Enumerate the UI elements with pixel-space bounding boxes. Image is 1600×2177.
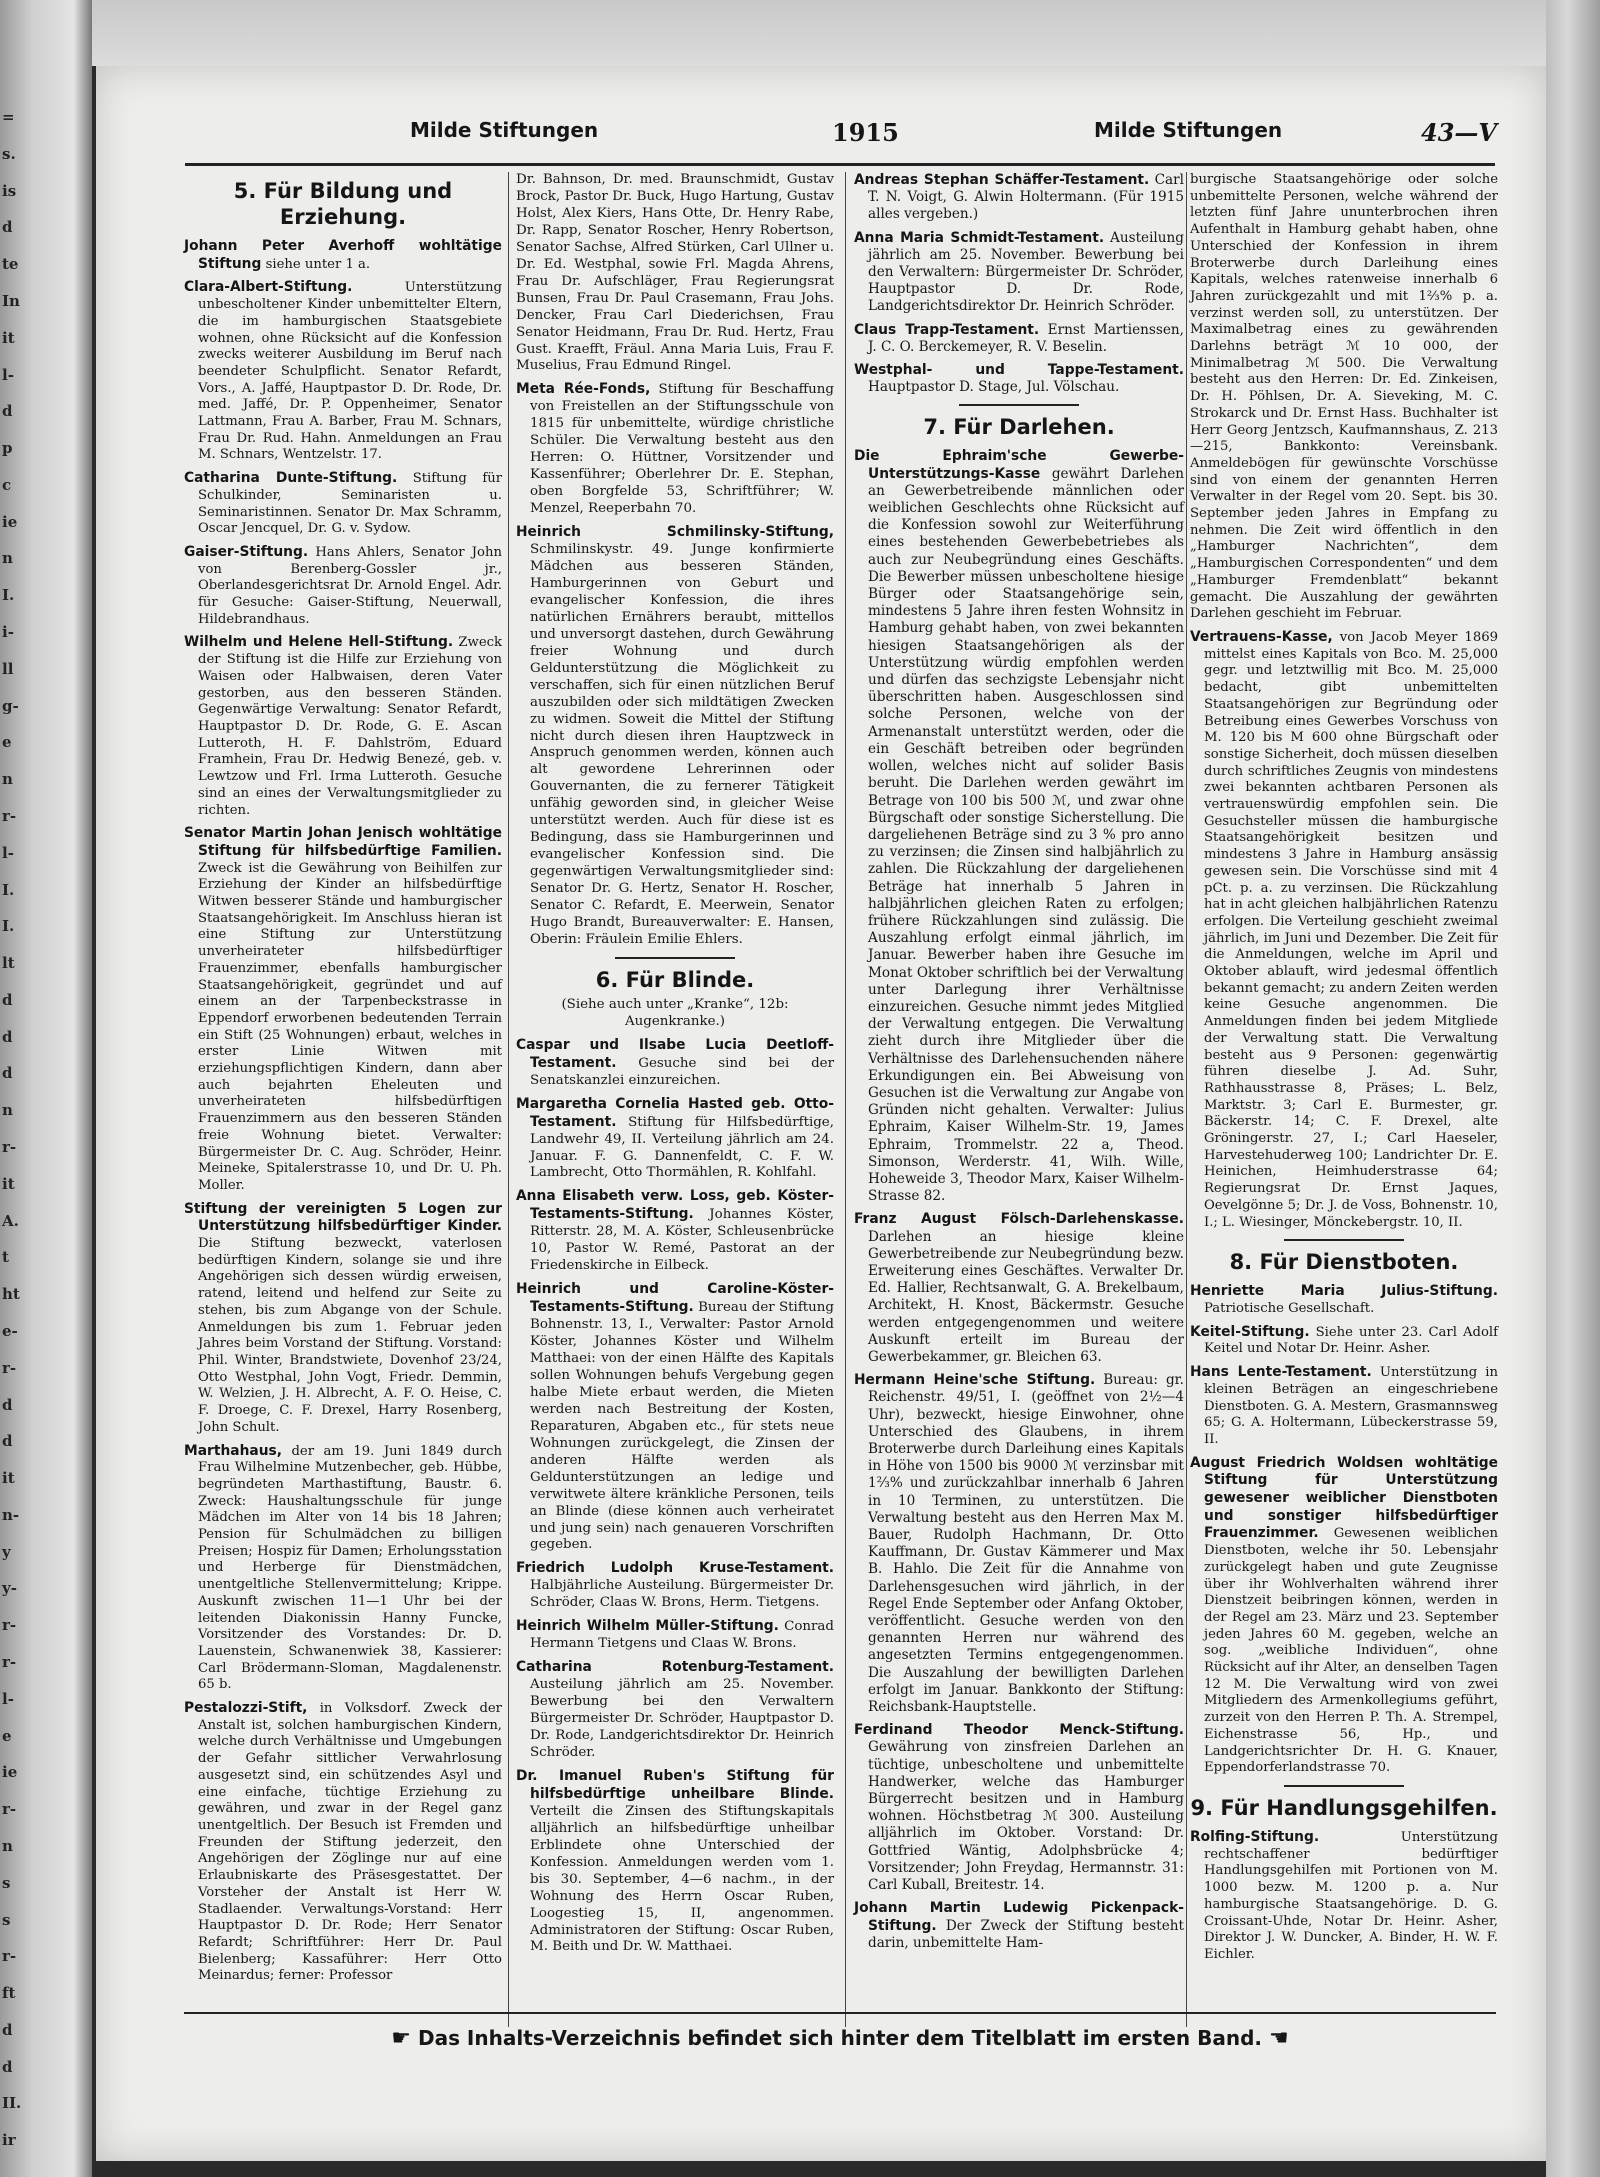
entry-name: Hans Lente-Testament. — [1190, 1364, 1372, 1381]
edge-fragment: I. — [2, 880, 15, 899]
entry-text: Bureau der Stiftung Bohnenstr. 13, I., Verwalter: Pastor Arnold Köster, Johannes Köster und Wilhelm Matthaei: von der einen Hälfte des Kapitals sollen Wohnungen behufs Vergebung gegen halbe Miete erbaut werden, die Mieten werden nach Bestreitung der Kosten, Reparaturen, Abgaben etc., für stets neue Wohnungen zurückgelegt, die Zinsen der anderen Hälfte werden als Geldunterstützungen an ledige und verwitwete ältere kränkliche Personen, teils an Blinde (diese können auch verheiratet und jung sein) nach genaueren Vorschriften gegeben. — [530, 1300, 834, 1553]
edge-fragment: y — [2, 1542, 11, 1561]
edge-fragment: e — [2, 1726, 12, 1745]
edge-fragment: r- — [2, 1138, 17, 1156]
edge-fragment: n — [2, 549, 13, 568]
entry-name: Keitel-Stiftung. — [1190, 1323, 1310, 1340]
edge-fragment: d — [2, 1432, 13, 1451]
entry-name: Wilhelm und Helene Hell-Stiftung. — [184, 634, 454, 651]
entry — [184, 634, 502, 819]
edge-fragment: r- — [2, 1358, 17, 1377]
column-1 — [184, 172, 502, 1991]
entry-text: Ernst Martienssen, J. C. O. Berckemeyer, R. V. Beselin. — [868, 321, 1184, 355]
edge-fragment: r- — [2, 1800, 17, 1819]
edge-fragment: c — [2, 475, 12, 494]
entry-name: Johann Peter Averhoff wohltätige Stiftung — [184, 238, 502, 272]
entry — [1190, 1455, 1498, 1777]
entry — [854, 322, 1184, 356]
pointing-hand-left-icon: ☚ — [1268, 2026, 1289, 2051]
entry — [854, 1211, 1184, 1366]
edge-fragment: l- — [2, 1689, 14, 1708]
entry-text: Zweck ist die Gewährung von Beihilfen zur Erziehung der Kinder an hilfsbedürftige Witwen besserer Stände und hamburgischer Staatsangehörigkeit. Im Anschluss hieran ist eine Stiftung zur Unterstützung unverheirateter hilfsbedürftiger Frauenzimmer, ebenfalls hamburgischer Staatsangehörigkeit, gegründet und auf einem an der Tarpenbeckstrasse in Eppendorf erworbenen bedeutenden Terrain ein Stift (25 Wohnungen) erbaut, welches in erster Linie Witwen mit erziehungspflichtigen Kindern, dann aber auch bejahrten Eheleuten und unverheirateten hilfsbedürftigen Frauenzimmern aus den besseren Ständen freie Wohnung bietet. Verwalter: Bürgermeister Dr. C. Aug. Schröder, Heinr. Meineke, Spitalerstrasse 10, und Dr. U. Ph. Moller. — [198, 860, 502, 1193]
entry-text: Gewährung von zinsfreien Darlehen an tüchtige, unbescholtene und unbemittelte Handwerker, welche das Hamburger Bürgerrecht besitzen und in Hamburg wohnen. Höchstbetrag ℳ 300. Austeilung alljährlich im Oktober. Vorstand: Dr. Gottfried Wäntig, Adolphsbrücke 4; Vorsitzender; John Freydag, Hermannstr. 31: Carl Kuball, Breitestr. 14. — [868, 1739, 1184, 1894]
edge-fragment: n- — [2, 1505, 20, 1524]
entry-name: Anna Elisabeth verw. Loss, geb. Köster-Testaments-Stiftung. — [516, 1188, 834, 1223]
entry-name: Catharina Rotenburg-Testament. — [516, 1659, 834, 1676]
entry-text: siehe unter 1 a. — [261, 256, 371, 272]
edge-fragment: te — [2, 255, 19, 274]
edge-fragment: it — [2, 328, 15, 347]
entry — [854, 1372, 1184, 1716]
edge-fragment: In — [2, 291, 20, 310]
entry-name: Anna Maria Schmidt-Testament. — [854, 229, 1105, 246]
entry — [516, 1659, 834, 1762]
entry-name: Die Ephraim'sche Gewerbe-Unterstützungs-Kasse — [854, 448, 1184, 482]
entry-continuation — [516, 172, 834, 375]
edge-fragment: I. — [2, 917, 15, 936]
entry-name: Heinrich und Caroline-Köster-Testaments-Stiftung. — [516, 1281, 834, 1316]
column-divider — [845, 172, 846, 2027]
entry-text: gewährt Darlehen an Gewerbetreibende männlichen oder weiblichen Geschlechts ohne Rücksicht auf die Konfession sowohl zur Weiterführung eines bestehenden Gewerbebetriebes als auch zur Neubegründung eines Geschäfts. Die Bewerber müssen unbescholtene hiesige Bürger oder Staatsangehörige sein, mindestens 5 Jahre ihren festen Wohnsitz in Hamburg gehabt haben, von zwei bekannten hiesigen Staatsangehörigen als der Unterstützung würdig empfohlen werden und dürfen das sechzigste Lebensjahr nicht überschritten haben. Ausgeschlossen sind solche Personen, welche von der Armenanstalt unterstützt werden, oder die ein Geschäft betreiben oder begründen wollen, welches nicht auf solider Basis beruht. Die Darlehen werden gewährt im Betrage von 100 bis 500 ℳ, und zwar ohne Bürgschaft oder sonstige Sicherstellung. Die dargeliehenen Beträge sind zu 3 % pro anno zu verzinsen; die Zinsen sind halbjährlich zu zahlen. Die Rückzahlung der dargeliehenen Beträge hat innerhalb 5 Jahren in halbjährlichen gleichen Raten zu erfolgen; frühere Rückzahlungen sind zulässig. Die Auszahlung erfolgt einmal jährlich, im Januar. Bewerber haben ihre Gesuche im Monat Oktober schriftlich bei der Verwaltung unter Darlegung ihrer Verhältnisse einzureichen. Gesuche nimmt jedes Mitglied der Verwaltung entgegen. Die Verwaltung zieht durch ihre Mitglieder über die Verhältnisse des Darlehensuchenden nähere Erkundigungen ein. Bei Abweisung von Gesuchen ist die Verwaltung zur Angabe von Gründen nicht gehalten. Verwalter: Julius Ephraim, Kaiser Wilhelm-Str. 19, James Ephraim, Trommelstr. 22 a, Theod. Simonson, Werderstr. 41, Wilh. Wille, Hoheweide 3, Theodor Marx, Kaiser Wilhelm-Strasse 82. — [868, 465, 1184, 1205]
edge-fragment: it — [2, 1469, 15, 1488]
edge-fragment: r- — [2, 1947, 17, 1966]
edge-fragment: A. — [2, 1211, 19, 1230]
entry-text: Conrad Hermann Tietgens und Claas W. Brons. — [530, 1619, 834, 1652]
entry-text: Carl T. N. Voigt, G. Alwin Holtermann. (Für 1915 alles vergeben.) — [868, 172, 1184, 223]
edge-fragment: it — [2, 1174, 15, 1193]
entry-text: Bureau: gr. Reichenstr. 49/51, I. (geöffnet von 2½—4 Uhr), bezweckt, hiesige Einwohner, ohne Unterschied des Glaubens, in ihrem Broterwerbe durch Darleihung eines Kapitals in Höhe von 1500 bis 9000 ℳ verzinsbar mit 1⅔% und zurückzahlbar innerhalb 6 Jahren in 10 Terminen, zu unterstützen. Die Verwaltung besteht aus den Herren Max M. Bauer, Rudolph Hachmann, Dr. Otto Kauffmann, Dr. Gustav Kämmerer und Max B. Hahlo. Die Zeit für die Annahme von Darlehensgesuchen wird jährlich, in der Regel Ende September oder Anfang Oktober, veröffentlicht. Gesuche werden von den genannten Herren nur während des angesetzten Termins entgegengenommen. Die Auszahlung der bewilligten Darlehen erfolgt im Januar. Bankkonto der Stiftung: Reichsbank-Hauptstelle. — [868, 1372, 1184, 1716]
column-4 — [1190, 172, 1498, 1970]
column-divider — [1186, 172, 1187, 2027]
entry-text: Halbjährliche Austeilung. Bürgermeister Dr. Schröder, Claas W. Brons, Herm. Tietgens. — [530, 1578, 834, 1611]
entry-text: Gewesenen weiblichen Dienstboten, welche ihr 50. Lebensjahr zurückgelegt haben und gute Zeugnisse über ihr Wohlverhalten während ihrer Dienstzeit beibringen können, werden in der Regel am 23. März und 23. September jeden Jahres 60 M. gegeben, welche an sog. „weibliche Individuen“, ohne Rücksicht auf ihr Alter, an denselben Tagen 12 M. Die Verwaltung wird von zwei Mitgliedern des Armenkollegiums geführt, zurzeit von den Herren P. Th. A. Strempel, Eichenstrasse 56, Hp., und Landgerichtsrichter Dr. H. G. Knauer, Eppendorferlandstrasse 70. — [1204, 1526, 1498, 1776]
entry — [516, 1037, 834, 1090]
entry-name: Catharina Dunte-Stiftung. — [184, 470, 398, 487]
entry-name: Ferdinand Theodor Menck-Stiftung. — [854, 1722, 1184, 1739]
edge-fragment: n — [2, 1836, 13, 1855]
entry-name: Westphal- und Tappe-Testament. — [854, 362, 1184, 379]
entry-text: der am 19. Juni 1849 durch Frau Wilhelmine Mutzenbecher, geb. Hübbe, begründeten Marthastiftung, Baustr. 6. Zweck: Haushaltungsschule für junge Mädchen im Alter von 14 bis 18 Jahren; Pension für Schulmädchen zu billigen Preisen; Hospiz für Damen; Erholungsstation und Herberge für Dienstmädchen, unentgeltliche Stellenvermittelung; Krippe. Auskunft zwischen 11—1 Uhr bei der leitenden Diakonissin Hanny Funcke, Vorsitzender des Vorstandes: Dr. D. Lauenstein, Schwanenwiek 38, Kassierer: Carl Brödermann-Sloman, Magdalenenstr. 65 b. — [198, 1443, 502, 1693]
entry-text: burgische Staatsangehörige oder solche unbemittelte Personen, welche während der letzten fünf Jahre ununterbrochen ihren Aufenthalt in Hamburg gehabt haben, ohne Unterschied der Konfession in ihrem Broterwerbe durch Darleihung eines Kapitals, welches ratenweise innerhalb 6 Jahren zurückgezahlt und mit 1⅔% p. a. verzinst werden soll, zu unterstützen. Der Maximalbetrag eines zu gewährenden Darlehns beträgt ℳ 10 000, der Minimalbetrag ℳ 500. Die Verwaltung besteht aus den Herren: Dr. Ed. Zinkeisen, Dr. H. Pöhlsen, Dr. A. Sieveking, M. C. Strokarck und Dr. Ernst Hass. Buchhalter ist Herr Georg Jentzsch, Kaufmannshaus, Z. 213—215, Bankkonto: Vereinsbank. Anmeldebögen für gewünschte Vorschüsse sind von einem der genannten Herren Verwalter in der Regel vom 20. Sept. bis 30. September jeden Jahres in Empfang zu nehmen. Die Zeit wird öffentlich in den „Hamburger Nachrichten“, dem „Hamburgischen Correspondenten“ und dem „Hamburger Fremdenblatt“ bekannt gemacht. Die Auszahlung der gewährten Darlehen geschieht im Februar. — [1190, 172, 1498, 622]
entry — [1190, 1829, 1498, 1964]
entry-text: Unterstützung rechtschaffener bedürftiger Handlungsgehilfen mit Portionen von M. 1000 bezw. M. 1200 p. a. Nur hamburgische Staatsangehörige. D. G. Croissant-Uhde, Notar Dr. Heinr. Asher, Direktor J. W. Duncker, A. Binder, H. W. F. Eichler. — [1204, 1829, 1498, 1962]
entry — [184, 544, 502, 629]
edge-fragment: ir — [2, 2131, 16, 2150]
entry-name: Claus Trapp-Testament. — [854, 321, 1040, 338]
entry — [516, 1768, 834, 1956]
edge-fragment: g- — [2, 696, 19, 715]
edge-fragment: ht — [2, 1285, 20, 1304]
entry — [854, 448, 1184, 1205]
entry-text: Dr. Bahnson, Dr. med. Braunschmidt, Gustav Brock, Pastor Dr. Buck, Hugo Hartung, Gustav Holst, Alex Kiers, Hans Otte, Dr. Henry Rabe, Dr. Rapp, Senator Roscher, Henry Robertson, Senator Sachse, Alfred Stürken, Carl Ullner u. Dr. Ed. Westphal, sowie Frl. Magda Ahrens, Frau Dr. Aufschläger, Frau Regierungsrat Bunsen, Frau Dr. Paul Crasemann, Frau Johs. Dencker, Frau Carl Diederichsen, Frau Senator Heidmann, Frau Dr. Rud. Hertz, Frau Gust. Kraefft, Fräul. Anna Maria Luis, Frau F. Muselius, Frau Edmund Ringel. — [516, 172, 834, 374]
entry — [854, 1900, 1184, 1952]
entry — [184, 825, 502, 1194]
edge-fragment: d — [2, 218, 13, 237]
header-rule — [185, 163, 1495, 166]
entry-text: Siehe unter 23. Carl Adolf Keitel und Notar Dr. Heinr. Asher. — [1204, 1324, 1498, 1357]
section-heading: 9. Für Handlungsgehilfen. — [1190, 1795, 1498, 1820]
entry-name: Meta Rée-Fonds, — [516, 381, 651, 398]
edge-fragment: i- — [2, 623, 14, 641]
entry-name: Heinrich Wilhelm Müller-Stiftung. — [516, 1618, 779, 1635]
edge-fragment: is — [2, 181, 17, 200]
header-right-title: Milde Stiftungen — [1094, 118, 1283, 142]
entry-text: Der Zweck der Stiftung besteht darin, unbemittelte Ham- — [868, 1917, 1184, 1951]
edge-fragment: d — [2, 1395, 13, 1414]
section-heading: 8. Für Dienstboten. — [1229, 1250, 1459, 1275]
entry-text: in Volksdorf. Zweck der Anstalt ist, solchen hamburgischen Kindern, welche durch Verhältnisse und Umgebungen der Gefahr sittlicher Verwahrlosung ausgesetzt sind, ein schützendes Asyl und eine einfache, tüchtige Erziehung zu gewähren, und zwar in der Regel ganz unentgeltlich. Der Besuch ist Fremden und Freunden der Stiftung jederzeit, den Angehörigen der Zöglinge nur auf eine Erlaubniskarte des Präsesgestattet. Der Vorsteher der Anstalt ist Herr W. Stadlaender. Verwaltungs-Vorstand: Herr Hauptpastor D. Dr. Rode; Herr Senator Refardt; Schriftführer: Herr Dr. Paul Bielenberg; Kassaführer: Herr Otto Meinardus; ferner: Professor — [198, 1701, 502, 1984]
entry-text: Die Stiftung bezweckt, vaterlosen bedürftigen Kindern, solange sie und ihre Angehörigen sich dessen würdig erweisen, ratend, leitend und helfend zur Seite zu stehen, bis zum Abgange von der Schule. Anmeldungen bis zum 1. Februar jeden Jahres beim Vorstand der Stiftung. Vorstand: Phil. Winter, Brandstwiete, Dovenhof 23/24, Otto Westphal, John Vogt, Friedr. Demmin, W. Welzien, J. H. Albrecht, A. F. O. Heise, C. F. Droege, C. F. Drexel, Harry Rosenberg, John Schult. — [198, 1236, 502, 1435]
edge-fragment: ft — [2, 1984, 16, 2003]
scan-right-margin — [1546, 0, 1600, 2177]
entry-name: Stiftung der vereinigten 5 Logen zur Unterstützung hilfsbedürftiger Kinder. — [184, 1200, 502, 1235]
section-heading: 6. Für Blinde. — [595, 967, 755, 992]
edge-fragment: d — [2, 2057, 13, 2076]
entry-name: Henriette Maria Julius-Stiftung. — [1190, 1283, 1498, 1300]
entry-name: Pestalozzi-Stift, — [184, 1700, 308, 1717]
entry-name: Marthahaus, — [184, 1442, 282, 1459]
entry-name: Margaretha Cornelia Hasted geb. Otto-Testament. — [516, 1095, 834, 1130]
edge-fragment: d — [2, 1064, 13, 1083]
entry — [516, 381, 834, 518]
entry-name: Clara-Albert-Stiftung. — [184, 279, 353, 296]
entry — [1190, 1364, 1498, 1449]
entry-text: Johannes Köster, Ritterstr. 28, M. A. Köster, Schleusenbrücke 10, Pastor W. Remé, Pastorat an der Friedenskirche in Eilbeck. — [530, 1207, 834, 1274]
footer-notice — [184, 2012, 1496, 2051]
entry-name: Franz August Fölsch-Darlehenskasse. — [854, 1211, 1184, 1228]
edge-fragment: d — [2, 2020, 13, 2039]
entry-name: Senator Martin Johan Jenisch wohltätige Stiftung für hilfsbedürftige Familien. — [184, 825, 502, 859]
entry — [184, 470, 502, 538]
header-year: 1915 — [832, 118, 899, 147]
entry-text: Austeilung jährlich am 25. November. Bewerbung bei den Verwaltern Bürgermeister Dr. Schröder, Hauptpastor D. Dr. Rode, Landgerichtsdirektor Dr. Heinrich Schröder. — [530, 1677, 834, 1760]
scan-top-margin — [92, 0, 1546, 66]
entry — [184, 1201, 502, 1437]
section-rule — [1284, 1239, 1404, 1241]
entry — [1190, 1324, 1498, 1358]
entry-text: Patriotische Gesellschaft. — [1204, 1301, 1375, 1316]
entry-name: Andreas Stephan Schäffer-Testament. — [854, 172, 1150, 188]
entry-name: Friedrich Ludolph Kruse-Testament. — [516, 1560, 834, 1577]
entry-text: Schmilinskystr. 49. Junge konfirmierte Mädchen aus besseren Ständen, Hamburgerinnen von Geburt und evangelischer Konfession, die ihres natürlichen Ernährers beraubt, mittellos und unversorgt dastehen, durch Gewährung freier Wohnung und durch Geldunterstützung die Möglichkeit zu verschaffen, sich für einen nützlichen Beruf auszubilden oder sich mildtätigen Zwecken zu widmen. Soweit die Mittel der Stiftung nicht durch diesen ihren Hauptzweck in Anspruch genommen werden, können auch alt gewordene Lehrerinnen oder Gouvernanten, die zu fernerer Tätigkeit unfähig geworden sind, in gleicher Weise unterstützt werden. Auch für diese ist es Bedingung, dass sie Hamburgerinnen und evangelischer Konfession sind. Die gegenwärtigen Verwaltungsmitglieder sind: Senator Dr. G. Hertz, Senator H. Roscher, Senator C. Refardt, E. Meerwein, Senator Hugo Brandt, Bureauverwalter: E. Hansen, Oberin: Fräulein Emilie Ehlers. — [530, 542, 834, 947]
entry — [516, 524, 834, 949]
edge-fragment: e- — [2, 1321, 18, 1340]
entry — [184, 1700, 502, 1985]
header-left-title: Milde Stiftungen — [410, 118, 599, 142]
edge-fragment: II. — [2, 2094, 22, 2113]
entry-name: Dr. Imanuel Ruben's Stiftung für hilfsbedürftige unheilbare Blinde. — [516, 1767, 834, 1802]
edge-fragment: r- — [2, 1616, 17, 1635]
edge-fragment: d — [2, 990, 13, 1009]
entry-text: Stiftung für Hilfsbedürftige, Landwehr 49, II. Verteilung jährlich am 24. Januar. F. G. Dannenfeldt, C. F. W. Lambrecht, Otto Thormählen, R. Kohlfahl. — [530, 1114, 834, 1181]
entry — [184, 238, 502, 273]
edge-fragment: y- — [2, 1579, 17, 1598]
edge-fragment: ll — [2, 659, 14, 678]
entry-name: Gaiser-Stiftung. — [184, 543, 309, 560]
entry — [854, 172, 1184, 224]
section-heading: 7. Für Darlehen. — [923, 415, 1115, 440]
entry-name: Hermann Heine'sche Stiftung. — [854, 1372, 1096, 1389]
entry — [1190, 629, 1498, 1231]
edge-fragment: = — [2, 108, 15, 126]
pointing-hand-right-icon: ☛ — [391, 2026, 411, 2051]
entry-name: Rolfing-Stiftung. — [1190, 1828, 1320, 1845]
entry — [516, 1281, 834, 1554]
entry-text: von Jacob Meyer 1869 mittelst eines Kapitals von Bco. M. 25,000 gegr. und letztwillig mit Bco. M. 25,000 bedacht, gibt unbemittelten Staatsangehörigen zur Begründung oder Betreibung eines Gewerbes Vorschuss von M. 120 bis M 600 ohne Bürgschaft oder sonstige Sicherheit, doch müssen dieselben durch schriftliches Zeugnis von mindestens zwei bekannten achtbaren Personen als vertrauenswürdig empfohlen sein. Die Gesuchsteller müssen die hamburgische Staatsangehörigkeit besitzen und mindestens 3 Jahre in Hamburg ansässig gewesen sein. Die Vorschüsse sind mit 4 pCt. p. a. zu verzinsen. Die Rückzahlung hat in acht gleichen halbjährlichen Ratenzu erfolgen. Die Verteilung geschieht zweimal jährlich, im Juni und Dezember. Die Zeit für die Anmeldungen, welche im April und Oktober ablauft, wird jedesmal öffentlich bekannt gemacht; zu andern Zeiten werden keine Gesuche angenommen. Die Anmeldungen finden bei jedem Mitgliede der Verwaltung statt. Die Verwaltung besteht aus 9 Personen: gegenwärtig führen dieselbe J. Ad. Suhr, Rathhausstrasse 8, Präses; L. Belz, Marktstr. 3; Carl E. Burmester, gr. Bäckerstr. 14; C. F. Drexel, alte Gröningerstr. 27, I.; Carl Haeseler, Harvestehuderweg 100; Landrichter Dr. E. Heinichen, Heimhuderstrasse 64; Regierungsrat Dr. Ernst Jaques, Oevelgönne 5; Dr. J. de Voss, Bohnenstr. 10, I.; L. Wiesinger, Mönckebergstr. 10, II. — [1204, 629, 1498, 1230]
edge-fragment: s — [2, 1910, 11, 1929]
entry-text: Hans Ahlers, Senator John von Berenberg-Gossler jr., Oberlandesgerichtsrat Dr. Arnold Engel. Adr. für Gesuche: Gaiser-Stiftung, Neuerwall, Hildebrandhaus. — [198, 544, 502, 627]
section-rule — [1284, 1785, 1404, 1787]
edge-fragment: ie — [2, 512, 18, 531]
entry-text: Gesuche sind bei der Senatskanzlei einzureichen. — [530, 1055, 834, 1088]
edge-fragment: s. — [2, 144, 16, 163]
edge-fragment: r- — [2, 1653, 17, 1671]
edge-fragment: lt — [2, 954, 15, 973]
entry-text: Stiftung für Schulkinder, Seminaristen u. Seminaristinnen. Senator Dr. Max Schramm, Oscar Jencquel, Dr. G. v. Sydow. — [198, 471, 502, 537]
edge-fragment: d — [2, 1027, 13, 1046]
section-rule — [959, 404, 1079, 406]
entry-name: August Friedrich Woldsen wohltätige Stiftung für Unterstützung gewesener weiblicher Dienstboten und sonstiger hilfsbedürftiger Frauenzimmer. — [1190, 1454, 1498, 1542]
edge-fragment: I. — [2, 586, 15, 605]
entry — [516, 1188, 834, 1275]
entry-text: Zweck der Stiftung ist die Hilfe zur Erziehung von Waisen oder Halbwaisen, deren Vater gestorben, aus den besseren Ständen. Gegenwärtige Verwaltung: Senator Refardt, Hauptpastor D. Dr. Rode, G. E. Ascan Lutteroth, H. F. Dahlström, Eduard Framhein, Frau Dr. Hedwig Benezé, geb. v. Lewtzow und Frl. Irma Lutteroth. Gesuche sind an eines der Verwaltungsmitglieder zu richten. — [198, 635, 502, 818]
entry-text: Austeilung jährlich am 25. November. Bewerbung bei den Verwaltern: Bürgermeister Dr. Schröder, Hauptpastor D. Dr. Rode, Landgerichtsdirektor Dr. Heinrich Schröder. — [868, 229, 1184, 315]
entry — [854, 1722, 1184, 1894]
entry-text: Darlehen an hiesige kleine Gewerbetreibende zur Neubegründung bezw. Erweiterung eines Geschäftes. Verwalter Dr. Ed. Hallier, Rechtsanwalt, G. A. Brekelbaum, Architekt, H. Knost, Bäckermstr. Gesuche werden entgegengenommen und weitere Auskunft erteilt im Bureau der Gewerbekammer, gr. Bleichen 63. — [868, 1228, 1184, 1365]
section-heading: 5. Für Bildung und Erziehung. — [233, 179, 453, 229]
entry — [516, 1560, 834, 1612]
edge-fragment: s — [2, 1873, 11, 1892]
adjacent-page-edge — [0, 0, 92, 2177]
edge-fragment: e — [2, 733, 12, 752]
entry-name: Johann Martin Ludewig Pickenpack-Stiftung. — [854, 1900, 1184, 1934]
entry-text: Unterstützung unbescholtener Kinder unbemittelter Eltern, die im hamburgischen Staatsgebiete wohnen, ohne Rücksicht auf die Konfession zwecks weiterer Ausbildung im Beruf nach beendeter Schulpflicht. Senator Refardt, Vors., A. Jaffé, Hauptpastor D. Dr. Rode, Dr. med. Jaffé, Dr. P. Oppenheimer, Senator Lattmann, Frau A. Barber, Frau M. Schnars, Frau Dr. Rud. Hahn. Anmeldungen an Frau M. Schnars, Wentzelstr. 17. — [198, 280, 502, 463]
entry — [184, 1443, 502, 1695]
entry — [854, 230, 1184, 316]
entry — [516, 1096, 834, 1183]
column-2 — [516, 172, 834, 1962]
edge-fragment: l- — [2, 365, 14, 384]
edge-fragment: r- — [2, 806, 17, 825]
entry — [1190, 1283, 1498, 1317]
edge-fragment: n — [2, 1101, 13, 1120]
entry-name: Vertrauens-Kasse, — [1190, 628, 1333, 645]
column-divider — [508, 172, 509, 2027]
edge-fragment: l- — [2, 843, 14, 862]
entry — [516, 1618, 834, 1653]
entry-name: Heinrich Schmilinsky-Stiftung, — [516, 524, 834, 541]
entry — [854, 362, 1184, 396]
section-rule — [615, 957, 735, 959]
header-page-number: 43—V — [1421, 118, 1498, 147]
edge-fragment: t — [2, 1248, 9, 1267]
entry-text: Verteilt die Zinsen des Stiftungskapitals alljährlich an hilfsbedürftige unheilbar Erblindete ohne Unterschied der Konfession. Anmeldungen werden vom 1. bis 30. September, 4—6 nachm., in der Wohnung des Herrn Oscar Ruben, Loogestieg 15, II, angenommen. Administratoren der Stiftung: Oscar Ruben, M. Beith und Dr. W. Matthaei. — [530, 1803, 834, 1955]
entry — [184, 279, 502, 464]
edge-fragment: d — [2, 402, 13, 421]
column-3 — [854, 172, 1184, 1958]
edge-fragment: p — [2, 439, 13, 458]
edge-fragment: n — [2, 770, 13, 789]
footer-text: Das Inhalts-Verzeichnis befindet sich hinter dem Titelblatt im ersten Band. — [417, 2026, 1263, 2050]
entry-text: Unterstützung in kleinen Beträgen an eingeschriebene Dienstboten. G. A. Mestern, Grasmannsweg 65; G. A. Holtermann, Lübeckerstrasse 59, II. — [1204, 1365, 1498, 1447]
entry-name: Caspar und Ilsabe Lucia Deetloff-Testament. — [516, 1036, 834, 1071]
running-header — [96, 118, 1546, 158]
entry-continuation — [1190, 172, 1498, 623]
entry-text: Hauptpastor D. Stage, Jul. Völschau. — [868, 379, 1120, 396]
edge-fragment: ie — [2, 1763, 18, 1782]
entry-text: Stiftung für Beschaffung von Freistellen an der Stiftungsschule von 1815 für unbemittelte, würdige christliche Schüler. Die Verwaltung besteht aus den Herren: O. Hüttner, Vorsitzender und Kassenführer; Oberlehrer Dr. E. Stephan, oben Borgfelde 53, Schriftführer; W. Menzel, Reeperbahn 70. — [530, 382, 834, 517]
section-note: (Siehe auch unter „Kranke“, 12b: Augenkranke.) — [561, 996, 789, 1029]
